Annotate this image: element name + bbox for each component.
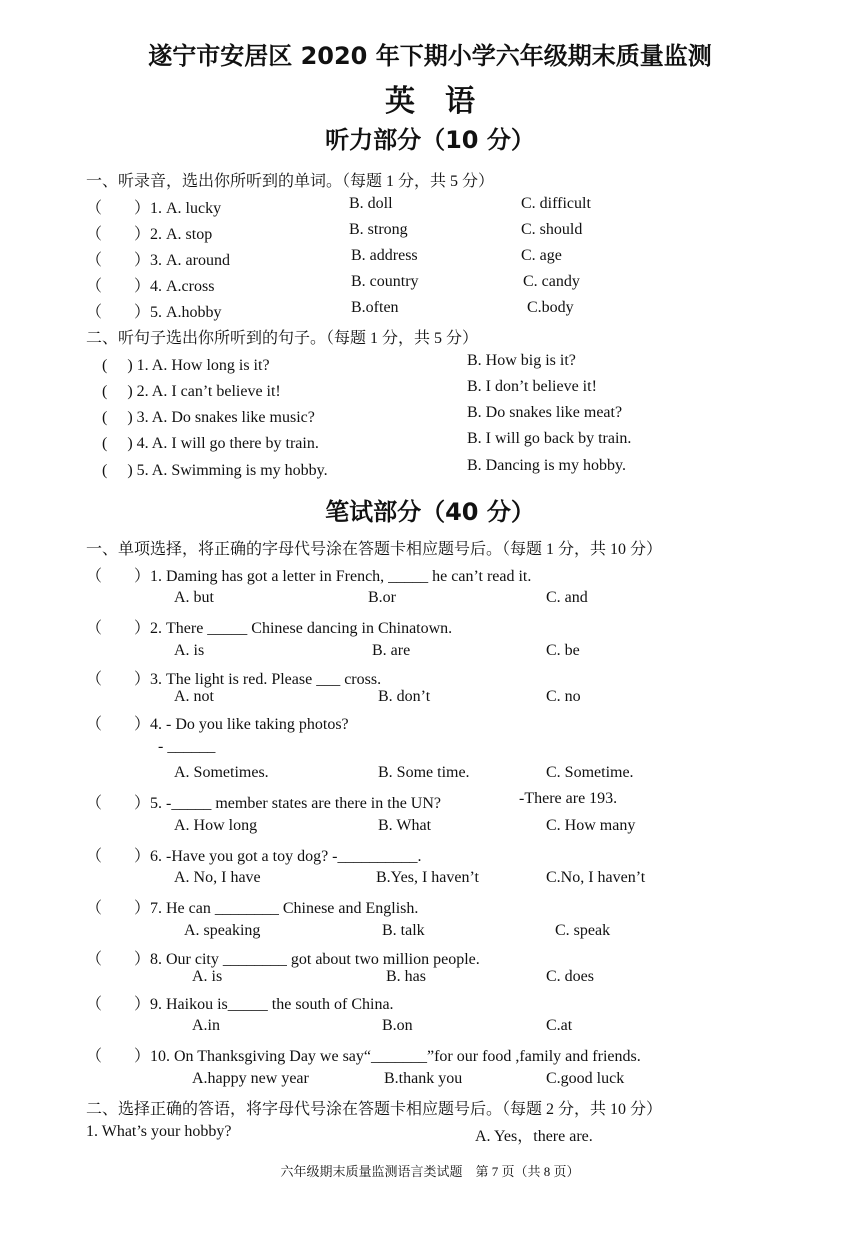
subject-title: 英 语	[385, 84, 475, 119]
option-c: C. age	[521, 247, 562, 264]
option-b: B. I don’t believe it!	[467, 378, 597, 395]
question-10: （ ）10. On Thanksgiving Day we say“_______”for our food ,family and friends.	[86, 1048, 641, 1065]
q2-option-a: A. is	[174, 642, 205, 659]
option-b: B. Dancing is my hobby.	[467, 457, 626, 474]
listening-part2-heading: 二、听句子选出你所听到的句子。（每题 1 分，共 5 分）	[86, 330, 479, 347]
q8-option-a: A. is	[192, 968, 223, 985]
q6-option-a: A. No, I have	[174, 869, 261, 886]
option-b: B. I will go back by train.	[467, 430, 632, 447]
question-6: （ ）6. -Have you got a toy dog? -__________.	[86, 848, 422, 865]
q2-option-b: B. are	[372, 642, 411, 659]
option-b: B. How big is it?	[467, 352, 576, 369]
q5-option-b: B. What	[378, 817, 432, 834]
option-c: C.body	[527, 299, 574, 316]
q9-option-a: A.in	[192, 1017, 220, 1034]
option-a: ( ) 4. A. I will go there by train.	[102, 435, 319, 452]
option-c: C. difficult	[521, 195, 591, 212]
listening-part1-heading: 一、听录音，选出你所听到的单词。（每题 1 分，共 5 分）	[86, 173, 495, 190]
writing-part2-heading: 二、选择正确的答语，将字母代号涂在答题卡相应题号后。（每题 2 分，共 10 分）	[86, 1101, 663, 1118]
option-a: （ ）4. A.cross	[86, 278, 215, 295]
option-b: B. Do snakes like meat?	[467, 404, 623, 421]
option-a: ( ) 3. A. Do snakes like music?	[102, 409, 315, 426]
q3-option-c: C. no	[546, 688, 581, 705]
exam-title: 遂宁市安居区 2020 年下期小学六年级期末质量监测	[148, 42, 712, 70]
q1-option-a: A. but	[174, 589, 214, 606]
option-a: ( ) 5. A. Swimming is my hobby.	[102, 462, 328, 479]
option-c: C. candy	[523, 273, 580, 290]
q1-option-b: B.or	[368, 589, 396, 606]
option-a: ( ) 1. A. How long is it?	[102, 357, 270, 374]
page-footer: 六年级期末质量监测语言类试题 第 7 页（共 8 页）	[280, 1164, 580, 1179]
q10-option-c: C.good luck	[546, 1070, 625, 1087]
q4-option-c: C. Sometime.	[546, 764, 634, 781]
question-2: （ ）2. There _____ Chinese dancing in Chinatown.	[86, 620, 453, 637]
option-b: B. doll	[349, 195, 393, 212]
option-a: （ ）5. A.hobby	[86, 304, 222, 321]
question-3: （ ）3. The light is red. Please ___ cross.	[86, 671, 382, 688]
q3-option-a: A. not	[174, 688, 214, 705]
option-b: B. country	[351, 273, 419, 290]
option-b: B. address	[351, 247, 418, 264]
q7-option-b: B. talk	[382, 922, 425, 939]
q7-option-c: C. speak	[555, 922, 611, 939]
q6-option-c: C.No, I haven’t	[546, 869, 646, 886]
writing-part1-heading: 一、单项选择，将正确的字母代号涂在答题卡相应题号后。（每题 1 分，共 10 分）	[86, 541, 663, 558]
question-5: （ ）5. -_____ member states are there in the UN?	[86, 795, 442, 812]
question-7: （ ）7. He can ________ Chinese and English.	[86, 900, 419, 917]
q5-option-c: C. How many	[546, 817, 636, 834]
q6-option-b: B.Yes, I haven’t	[376, 869, 479, 886]
q10-option-a: A.happy new year	[192, 1070, 309, 1087]
question-8: （ ）8. Our city ________ got about two million people.	[86, 951, 480, 968]
listening-section-title: 听力部分（10 分）	[325, 126, 535, 154]
question-1: （ ）1. Daming has got a letter in French, _____ he can’t read it.	[86, 568, 532, 585]
q1-option-c: C. and	[546, 589, 588, 606]
question-5-reply: -There are 193.	[519, 790, 618, 807]
option-b: B.often	[351, 299, 399, 316]
option-a: （ ）3. A. around	[86, 252, 230, 269]
question-9: （ ）9. Haikou is_____ the south of China.	[86, 996, 394, 1013]
option-c: C. should	[521, 221, 583, 238]
q8-option-b: B. has	[386, 968, 426, 985]
q9-option-c: C.at	[546, 1017, 573, 1034]
question-4: （ ）4. - Do you like taking photos?	[86, 716, 349, 733]
writing-section-title: 笔试部分（40 分）	[325, 498, 535, 526]
option-b: B. strong	[349, 221, 408, 238]
q4-option-b: B. Some time.	[378, 764, 470, 781]
q7-option-a: A. speaking	[184, 922, 261, 939]
part2-question-1: 1. What’s your hobby?	[86, 1123, 232, 1140]
q8-option-c: C. does	[546, 968, 594, 985]
q10-option-b: B.thank you	[384, 1070, 463, 1087]
q3-option-b: B. don’t	[378, 688, 431, 705]
q4-option-a: A. Sometimes.	[174, 764, 269, 781]
option-a: （ ）1. A. lucky	[86, 200, 222, 217]
q5-option-a: A. How long	[174, 817, 258, 834]
q2-option-c: C. be	[546, 642, 580, 659]
option-a: （ ）2. A. stop	[86, 226, 213, 243]
option-a: ( ) 2. A. I can’t believe it!	[102, 383, 281, 400]
part2-answer-a: A. Yes，there are.	[475, 1128, 593, 1145]
q9-option-b: B.on	[382, 1017, 413, 1034]
q4-answer-blank: - ______	[158, 738, 216, 755]
